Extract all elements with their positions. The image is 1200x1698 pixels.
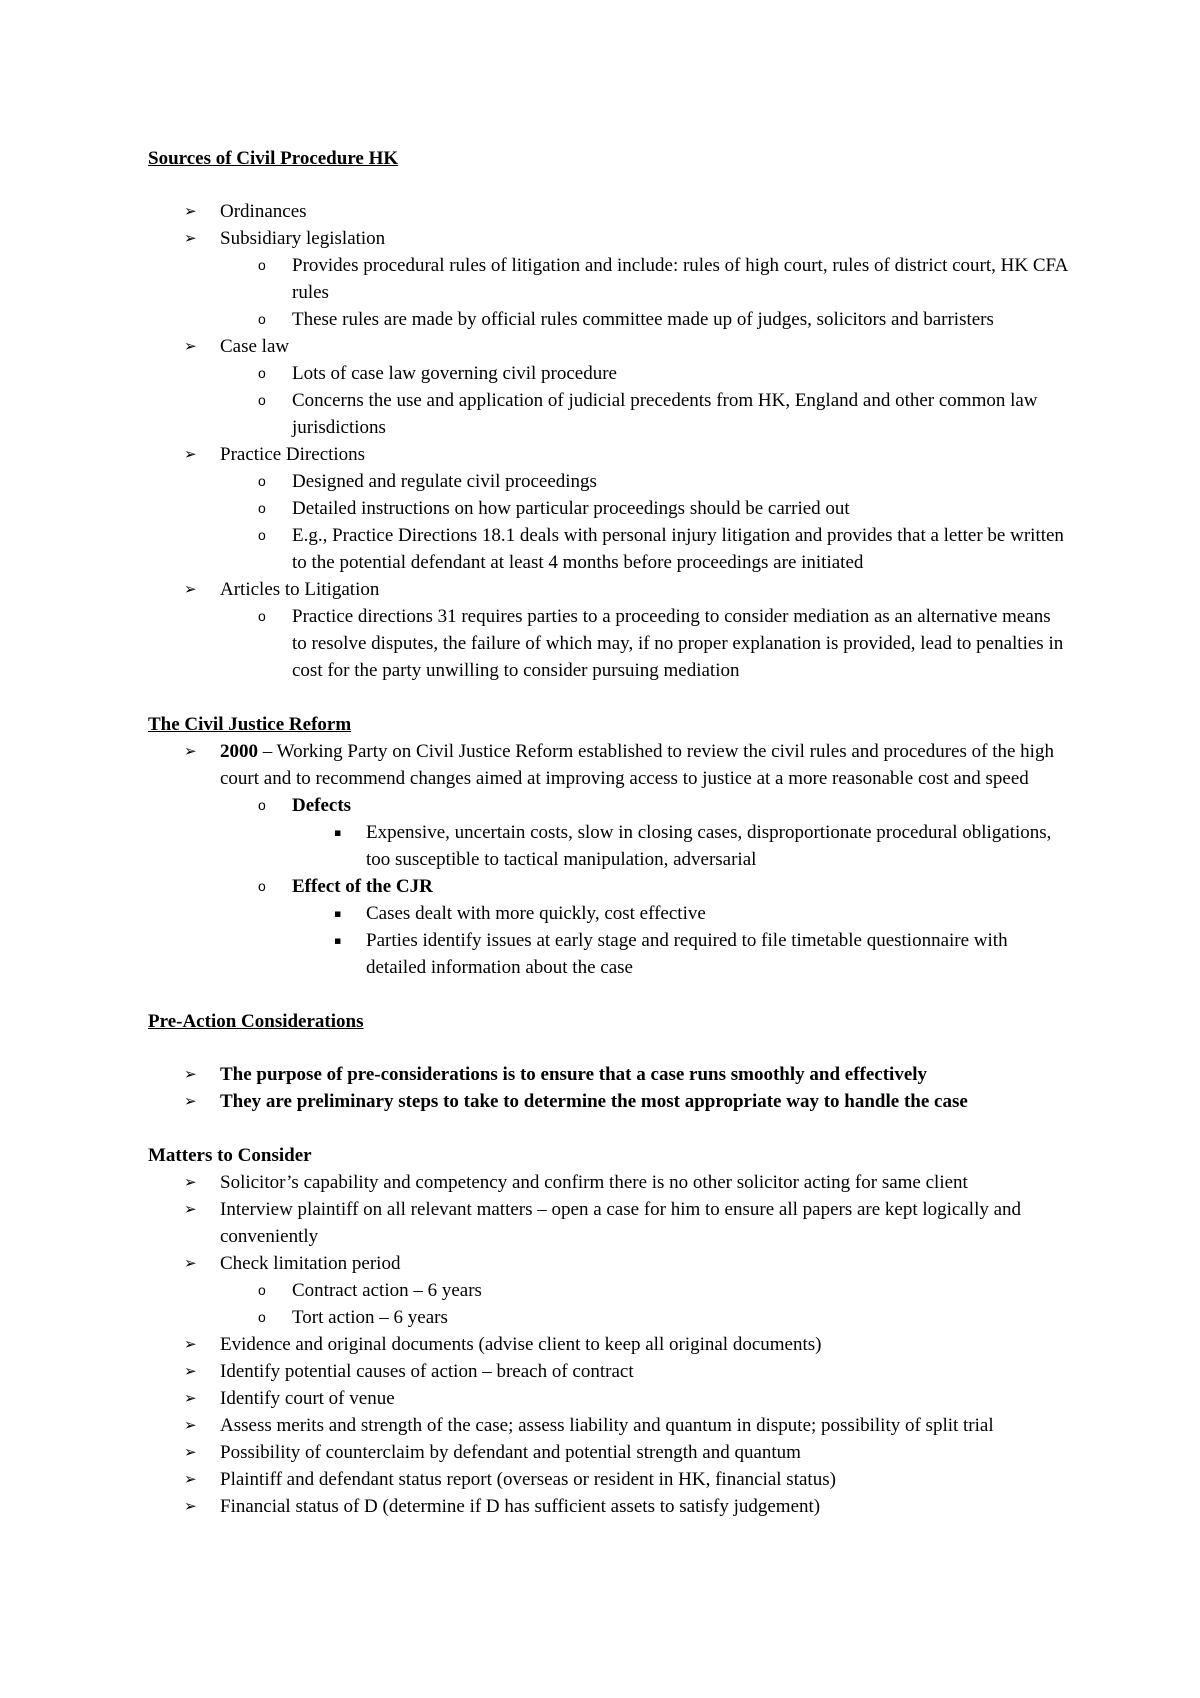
arrow-bullet-icon: ➢ <box>184 1443 197 1461</box>
list-item: o Concerns the use and application of judicial precedents from HK, England and other common law jurisdictions <box>148 387 1068 441</box>
arrow-bullet-icon: ➢ <box>184 202 197 220</box>
list-item: ▪ Cases dealt with more quickly, cost effective <box>148 900 1068 927</box>
arrow-bullet-icon: ➢ <box>184 1200 197 1218</box>
list-item: ➢ Identify potential causes of action – breach of contract <box>148 1358 1068 1385</box>
list-item: ➢ Plaintiff and defendant status report (overseas or resident in HK, financial status) <box>148 1466 1068 1493</box>
square-bullet-icon: ▪ <box>334 826 342 839</box>
square-bullet-icon: ▪ <box>334 907 342 920</box>
circle-bullet-icon: o <box>258 608 266 624</box>
reform-list <box>148 738 1068 981</box>
arrow-bullet-icon: ➢ <box>184 337 197 355</box>
circle-bullet-icon: o <box>258 365 266 381</box>
circle-bullet-icon: o <box>258 311 266 327</box>
list-item: o Detailed instructions on how particular proceedings should be carried out <box>148 495 1068 522</box>
list-item: o Provides procedural rules of litigation and include: rules of high court, rules of district court, HK CFA rules <box>148 252 1068 306</box>
section-heading-preaction: Pre-Action Considerations <box>148 1011 364 1032</box>
circle-bullet-icon: o <box>258 527 266 543</box>
sources-list <box>148 198 1068 684</box>
arrow-bullet-icon: ➢ <box>184 1254 197 1272</box>
list-item: ➢ Assess merits and strength of the case; assess liability and quantum in dispute; possibility of split trial <box>148 1412 1068 1439</box>
list-item: ➢ Solicitor’s capability and competency and confirm there is no other solicitor acting for same client <box>148 1169 1068 1196</box>
circle-bullet-icon: o <box>258 1309 266 1325</box>
list-item: ➢ Interview plaintiff on all relevant matters – open a case for him to ensure all papers are kept logically and conveniently <box>148 1196 1068 1250</box>
arrow-bullet-icon: ➢ <box>184 1416 197 1434</box>
section-heading-matters: Matters to Consider <box>148 1145 312 1166</box>
list-item: ➢ Possibility of counterclaim by defendant and potential strength and quantum <box>148 1439 1068 1466</box>
list-item: ➢ Check limitation period <box>148 1250 1068 1277</box>
list-item: o E.g., Practice Directions 18.1 deals with personal injury litigation and provides that a letter be written to the potential defendant at least 4 months before proceedings are initiated <box>148 522 1068 576</box>
circle-bullet-icon: o <box>258 257 266 273</box>
list-item: o Contract action – 6 years <box>148 1277 1068 1304</box>
list-item: ➢ They are preliminary steps to take to determine the most appropriate way to handle the case <box>148 1088 1068 1115</box>
matters-list <box>148 1169 1068 1520</box>
effect-label: Effect of the CJR <box>292 876 433 897</box>
arrow-bullet-icon: ➢ <box>184 1389 197 1407</box>
arrow-bullet-icon: ➢ <box>184 580 197 598</box>
circle-bullet-icon: o <box>258 1282 266 1298</box>
circle-bullet-icon: o <box>258 473 266 489</box>
list-item: ➢ Evidence and original documents (advise client to keep all original documents) <box>148 1331 1068 1358</box>
circle-bullet-icon: o <box>258 392 266 408</box>
list-item: ➢ Practice Directions <box>148 441 1068 468</box>
arrow-bullet-icon: ➢ <box>184 1092 197 1110</box>
list-item: ➢ Ordinances <box>148 198 1068 225</box>
section-heading-reform: The Civil Justice Reform <box>148 714 352 735</box>
reform-year: 2000 <box>220 741 258 762</box>
list-item: ▪ Expensive, uncertain costs, slow in closing cases, disproportionate procedural obligations, too susceptible to tactical manipulation, adversarial <box>148 819 1068 873</box>
list-item: ➢ Subsidiary legislation <box>148 225 1068 252</box>
square-bullet-icon: ▪ <box>334 934 342 947</box>
arrow-bullet-icon: ➢ <box>184 445 197 463</box>
defects-label: Defects <box>292 795 352 816</box>
preaction-list <box>148 1061 1068 1115</box>
document-body <box>148 145 1068 1520</box>
circle-bullet-icon: o <box>258 878 266 894</box>
list-item <box>148 792 1068 819</box>
circle-bullet-icon: o <box>258 797 266 813</box>
arrow-bullet-icon: ➢ <box>184 1065 197 1083</box>
arrow-bullet-icon: ➢ <box>184 1470 197 1488</box>
arrow-bullet-icon: ➢ <box>184 742 197 760</box>
list-item: ➢ Case law <box>148 333 1068 360</box>
list-item: ➢ Articles to Litigation <box>148 576 1068 603</box>
list-item: o Lots of case law governing civil procedure <box>148 360 1068 387</box>
circle-bullet-icon: o <box>258 500 266 516</box>
list-item: ➢ Identify court of venue <box>148 1385 1068 1412</box>
arrow-bullet-icon: ➢ <box>184 1497 197 1515</box>
list-item: o These rules are made by official rules committee made up of judges, solicitors and barristers <box>148 306 1068 333</box>
list-item: o Practice directions 31 requires parties to a proceeding to consider mediation as an alternative means to resolve disputes, the failure of which may, if no proper explanation is provided, lead to penalties in cost for the party unwilling to consider pursuing mediation <box>148 603 1068 684</box>
section-heading-sources: Sources of Civil Procedure HK <box>148 148 399 169</box>
list-item <box>148 873 1068 900</box>
list-item: ➢ The purpose of pre-considerations is to ensure that a case runs smoothly and effectively <box>148 1061 1068 1088</box>
arrow-bullet-icon: ➢ <box>184 1362 197 1380</box>
list-item: ➢ Financial status of D (determine if D has sufficient assets to satisfy judgement) <box>148 1493 1068 1520</box>
arrow-bullet-icon: ➢ <box>184 229 197 247</box>
arrow-bullet-icon: ➢ <box>184 1335 197 1353</box>
list-item: o Tort action – 6 years <box>148 1304 1068 1331</box>
list-item: ▪ Parties identify issues at early stage and required to file timetable questionnaire with detailed information about the case <box>148 927 1068 981</box>
list-item: ➢ 2000 – Working Party on Civil Justice Reform established to review the civil rules and procedures of the high court and to recommend changes aimed at improving access to justice at a more reasonable cost and speed <box>148 738 1068 792</box>
arrow-bullet-icon: ➢ <box>184 1173 197 1191</box>
list-item: o Designed and regulate civil proceedings <box>148 468 1068 495</box>
